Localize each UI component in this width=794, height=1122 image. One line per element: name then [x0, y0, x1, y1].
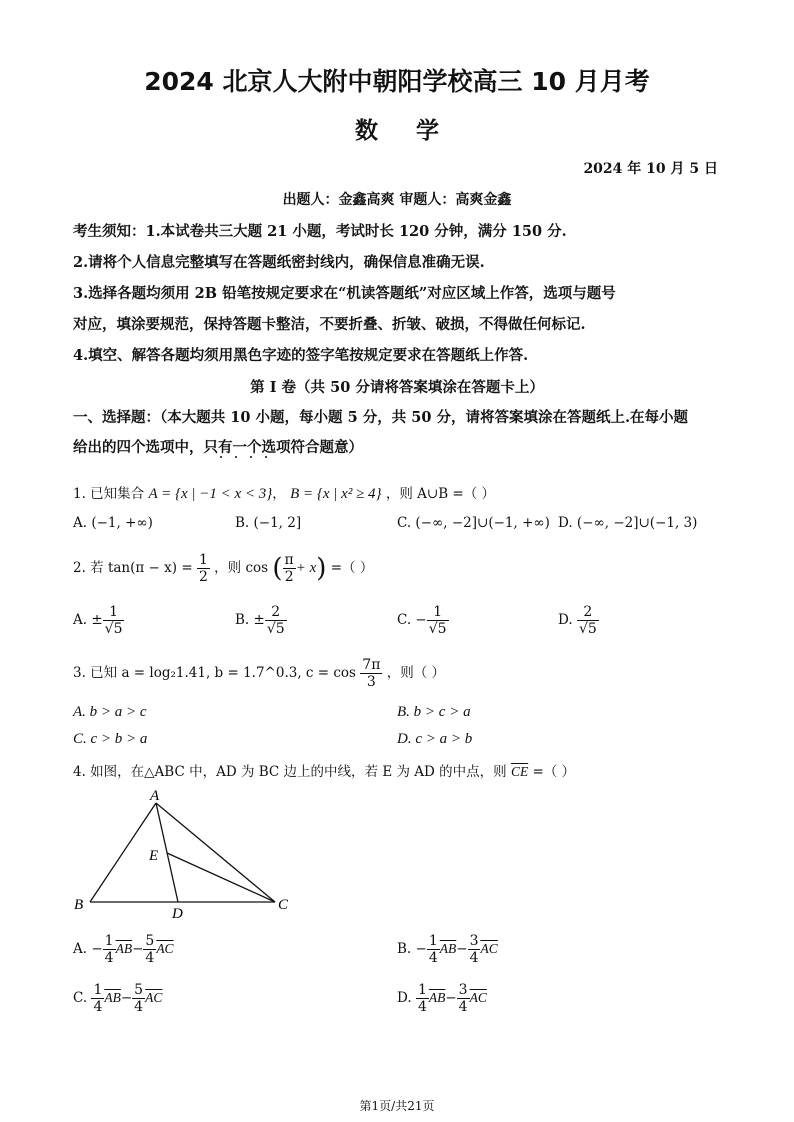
- q3-option-d[interactable]: D. c > a > b: [397, 731, 473, 747]
- section-heading-line1: 一、选择题：（本大题共 10 小题，每小题 5 分，共 50 分，请将答案填涂在答题纸上.在每小题: [73, 409, 689, 426]
- q4-option-a[interactable]: A. − $\frac{1}{4}$ $\overline{AB}-$ $\frac{5}{4}$ $\overline{AC}$: [73, 933, 174, 966]
- q3-option-a[interactable]: A. b > a > c: [73, 704, 147, 720]
- q1-option-d[interactable]: D. (−∞, −2]∪(−1, 3): [558, 515, 698, 531]
- notice-3: 3.选择各题均须用 2B 铅笔按规定要求在“机读答题纸”对应区域上作答，选项与题号: [73, 285, 616, 302]
- q4-option-c[interactable]: C. $\frac{1}{4}$ $\overline{AB}-$ $\frac{5}{4}$ $\overline{AC}$: [73, 982, 163, 1015]
- emphasis-dot: [250, 456, 252, 458]
- q2-option-a[interactable]: A. ± $\frac{1}{√5}$: [73, 604, 123, 637]
- triangle-figure: [70, 785, 300, 920]
- vertex-label-c: C: [278, 897, 289, 913]
- exam-date: 2024 年 10 月 5 日: [583, 161, 718, 177]
- side-ab: [90, 803, 159, 902]
- question-4-stem: 4. 如图，在△ABC 中，AD 为 BC 边上的中线，若 E 为 AD 的中点，则 $\overline{CE}$ =（ ）: [73, 764, 576, 780]
- section-heading-line2: 给出的四个选项中，只有一个选项符合题意）: [73, 439, 363, 456]
- q1-option-c[interactable]: C. (−∞, −2]∪(−1, +∞): [397, 515, 550, 531]
- page-footer: 第1页/共21页: [359, 1099, 435, 1113]
- question-1-stem: 1. 已知集合 A = {x | −1 < x < 3}， B = {x | x² ≥ 4} ，则 A∪B =（ ）: [73, 486, 496, 502]
- notice-3-cont: 对应，填涂要规范，保持答题卡整洁，不要折叠、折皱、破损，不得做任何标记.: [73, 316, 586, 333]
- q1-option-b[interactable]: B. (−1, 2]: [235, 515, 302, 531]
- vertex-label-b: B: [74, 897, 84, 913]
- q3-option-b[interactable]: B. b > c > a: [397, 704, 471, 720]
- emphasis-dot: [265, 456, 267, 458]
- question-2-stem: 2. 若 tan(π − x) = $\frac{1}{2}$ ，则 cos ( $\frac{\pi}{2}$ + x) =（ ）: [73, 552, 374, 585]
- q2-option-c[interactable]: C. − $\frac{1}{√5}$: [397, 604, 447, 637]
- q3-option-c[interactable]: C. c > b > a: [73, 731, 148, 747]
- point-label-e: E: [149, 848, 159, 864]
- question-3-stem: 3. 已知 a = log₂1.41, b = 1.7^0.3, c = cos $\frac{7\pi}{3}$ ，则（ ）: [73, 657, 445, 690]
- vertex-label-a: A: [150, 788, 160, 804]
- subject-title: 数学: [355, 118, 477, 144]
- q1-option-a[interactable]: A. (−1, +∞): [73, 515, 153, 531]
- notice-2: 2.请将个人信息完整填写在答题纸密封线内，确保信息准确无误.: [73, 254, 485, 271]
- q2-option-d[interactable]: D. $\frac{2}{√5}$: [558, 604, 597, 637]
- point-label-d: D: [172, 906, 183, 920]
- emphasis-dot: [220, 456, 222, 458]
- side-ac: [156, 803, 275, 902]
- authors-line: 出题人：金鑫高爽 审题人：高爽金鑫: [282, 192, 512, 208]
- notice-4: 4.填空、解答各题均须用黑色字迹的签字笔按规定要求在答题纸上作答.: [73, 347, 529, 364]
- q4-option-d[interactable]: D. $\frac{1}{4}$ $\overline{AB}-$ $\frac{3}{4}$ $\overline{AC}$: [397, 982, 487, 1015]
- notice-1: 考生须知：1.本试卷共三大题 21 小题，考试时长 120 分钟，满分 150 分.: [73, 223, 567, 240]
- emphasis-dot: [235, 456, 237, 458]
- volume-title: 第 I 卷（共 50 分请将答案填涂在答题卡上）: [250, 379, 544, 396]
- q2-option-b[interactable]: B. ± $\frac{2}{√5}$: [235, 604, 285, 637]
- exam-title: 2024 北京人大附中朝阳学校高三 10 月月考: [144, 67, 650, 96]
- segment-ce: [167, 853, 275, 902]
- q4-option-b[interactable]: B. − $\frac{1}{4}$ $\overline{AB}-$ $\frac{3}{4}$ $\overline{AC}$: [397, 933, 498, 966]
